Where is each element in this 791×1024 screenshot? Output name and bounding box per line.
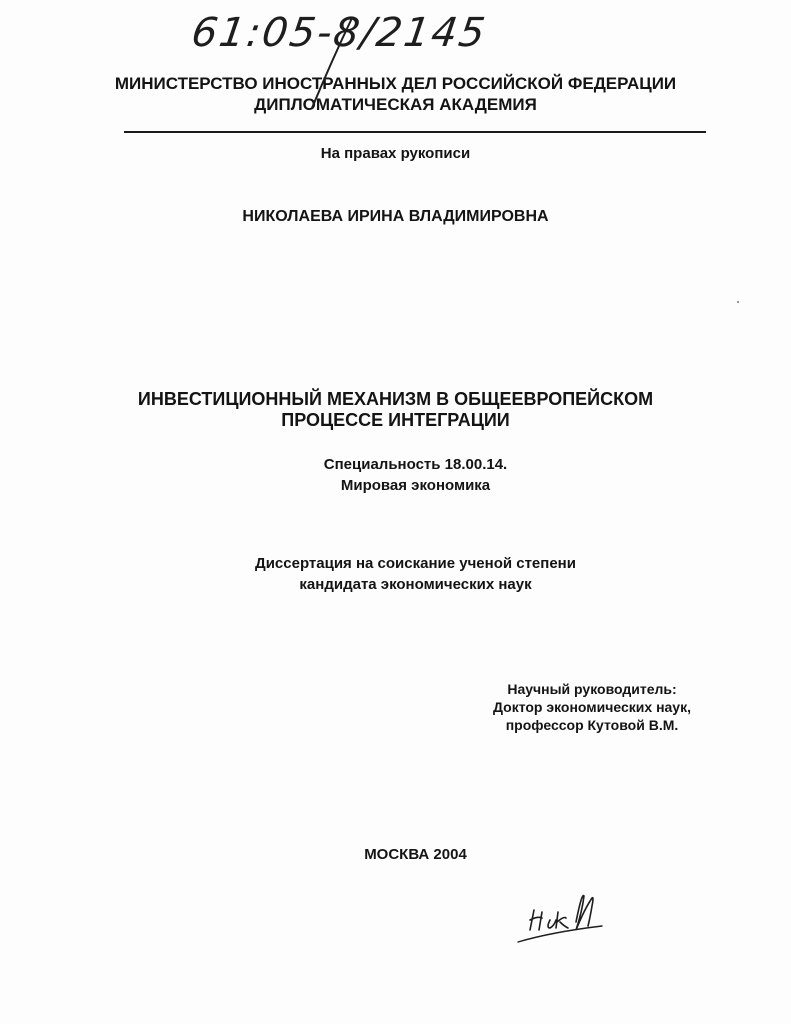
scan-speck: [737, 301, 739, 303]
dissertation-degree-line-1: Диссертация на соискание ученой степени: [255, 555, 576, 572]
city-year: МОСКВА 2004: [364, 846, 467, 863]
handwritten-archive-number: 61:05-8/2145: [188, 10, 490, 56]
handwritten-signature: [512, 882, 612, 944]
dissertation-degree-line-2: кандидата экономических наук: [299, 576, 532, 593]
handwritten-slash-mark: [0, 0, 791, 140]
advisor-label: Научный руководитель:: [507, 681, 677, 697]
dissertation-title-line-2: ПРОЦЕССЕ ИНТЕГРАЦИИ: [281, 410, 510, 430]
advisor-name: профессор Кутовой В.М.: [505, 717, 679, 733]
manuscript-note: На правах рукописи: [320, 145, 471, 162]
academy-heading: ДИПЛОМАТИЧЕСКАЯ АКАДЕМИЯ: [254, 95, 537, 114]
dissertation-title-line-1: ИНВЕСТИЦИОННЫЙ МЕХАНИЗМ В ОБЩЕЕВРОПЕЙСКОМ: [137, 389, 654, 409]
header-divider: [124, 131, 706, 133]
advisor-degree: Доктор экономических наук,: [493, 699, 691, 715]
ministry-heading: МИНИСТЕРСТВО ИНОСТРАННЫХ ДЕЛ РОССИЙСКОЙ ФЕДЕРАЦИИ: [114, 74, 677, 93]
specialty-code: Специальность 18.00.14.: [323, 456, 508, 473]
author-name: НИКОЛАЕВА ИРИНА ВЛАДИМИРОВНА: [242, 208, 549, 225]
specialty-name: Мировая экономика: [340, 477, 491, 494]
